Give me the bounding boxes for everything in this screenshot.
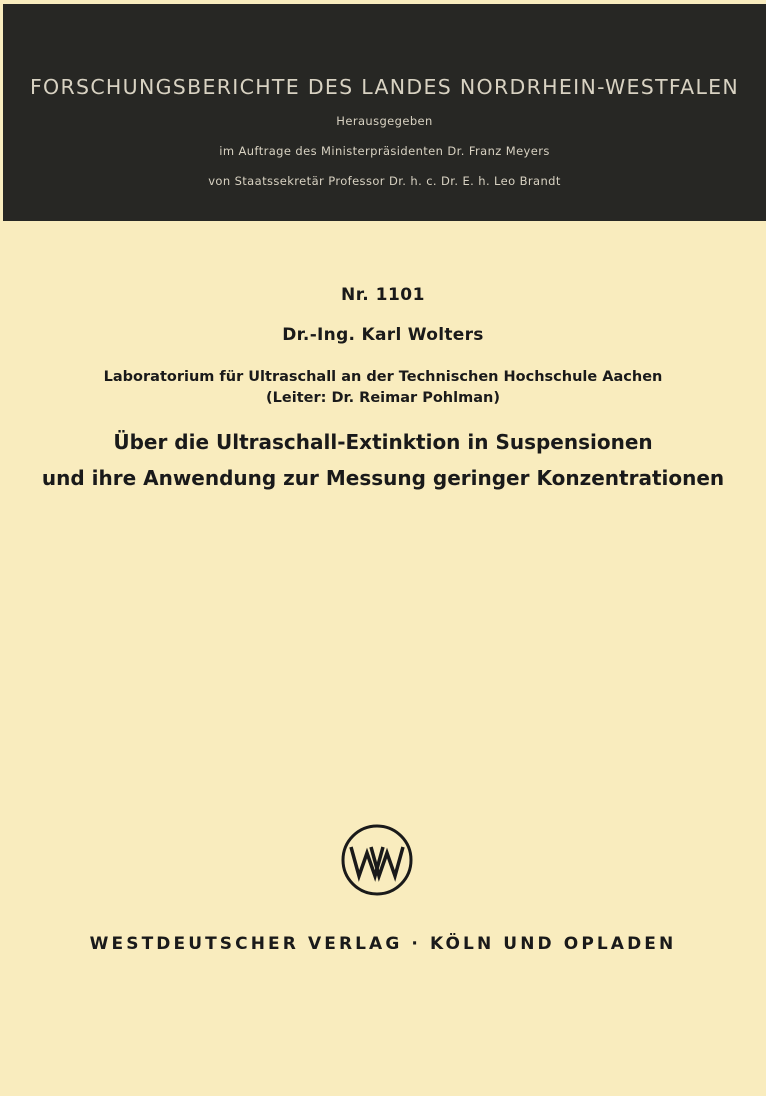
book-title-line-2: und ihre Anwendung zur Messung geringer Konzentrationen	[41, 466, 725, 490]
ww-circle-logo-icon	[340, 823, 414, 897]
volume-number: Nr. 1101	[341, 285, 425, 305]
editor-label: Herausgegeben	[336, 114, 433, 128]
commission-line: im Auftrage des Ministerpräsidenten Dr. Franz Meyers	[219, 144, 550, 158]
institution-line-2: (Leiter: Dr. Reimar Pohlman)	[266, 390, 500, 406]
series-header-band	[3, 4, 766, 221]
secretary-line: von Staatssekretär Professor Dr. h. c. Dr. E. h. Leo Brandt	[208, 174, 561, 188]
book-title	[0, 424, 766, 496]
book-title-line-1: Über die Ultraschall-Extinktion in Suspensionen	[113, 430, 653, 454]
author-name: Dr.-Ing. Karl Wolters	[282, 325, 484, 345]
institution-line-1: Laboratorium für Ultraschall an der Technischen Hochschule Aachen	[103, 369, 663, 385]
institution	[0, 367, 766, 409]
publisher-imprint: WESTDEUTSCHER VERLAG · KÖLN UND OPLADEN	[89, 934, 677, 954]
series-title: FORSCHUNGSBERICHTE DES LANDES NORDRHEIN-WESTFALEN	[29, 75, 740, 99]
